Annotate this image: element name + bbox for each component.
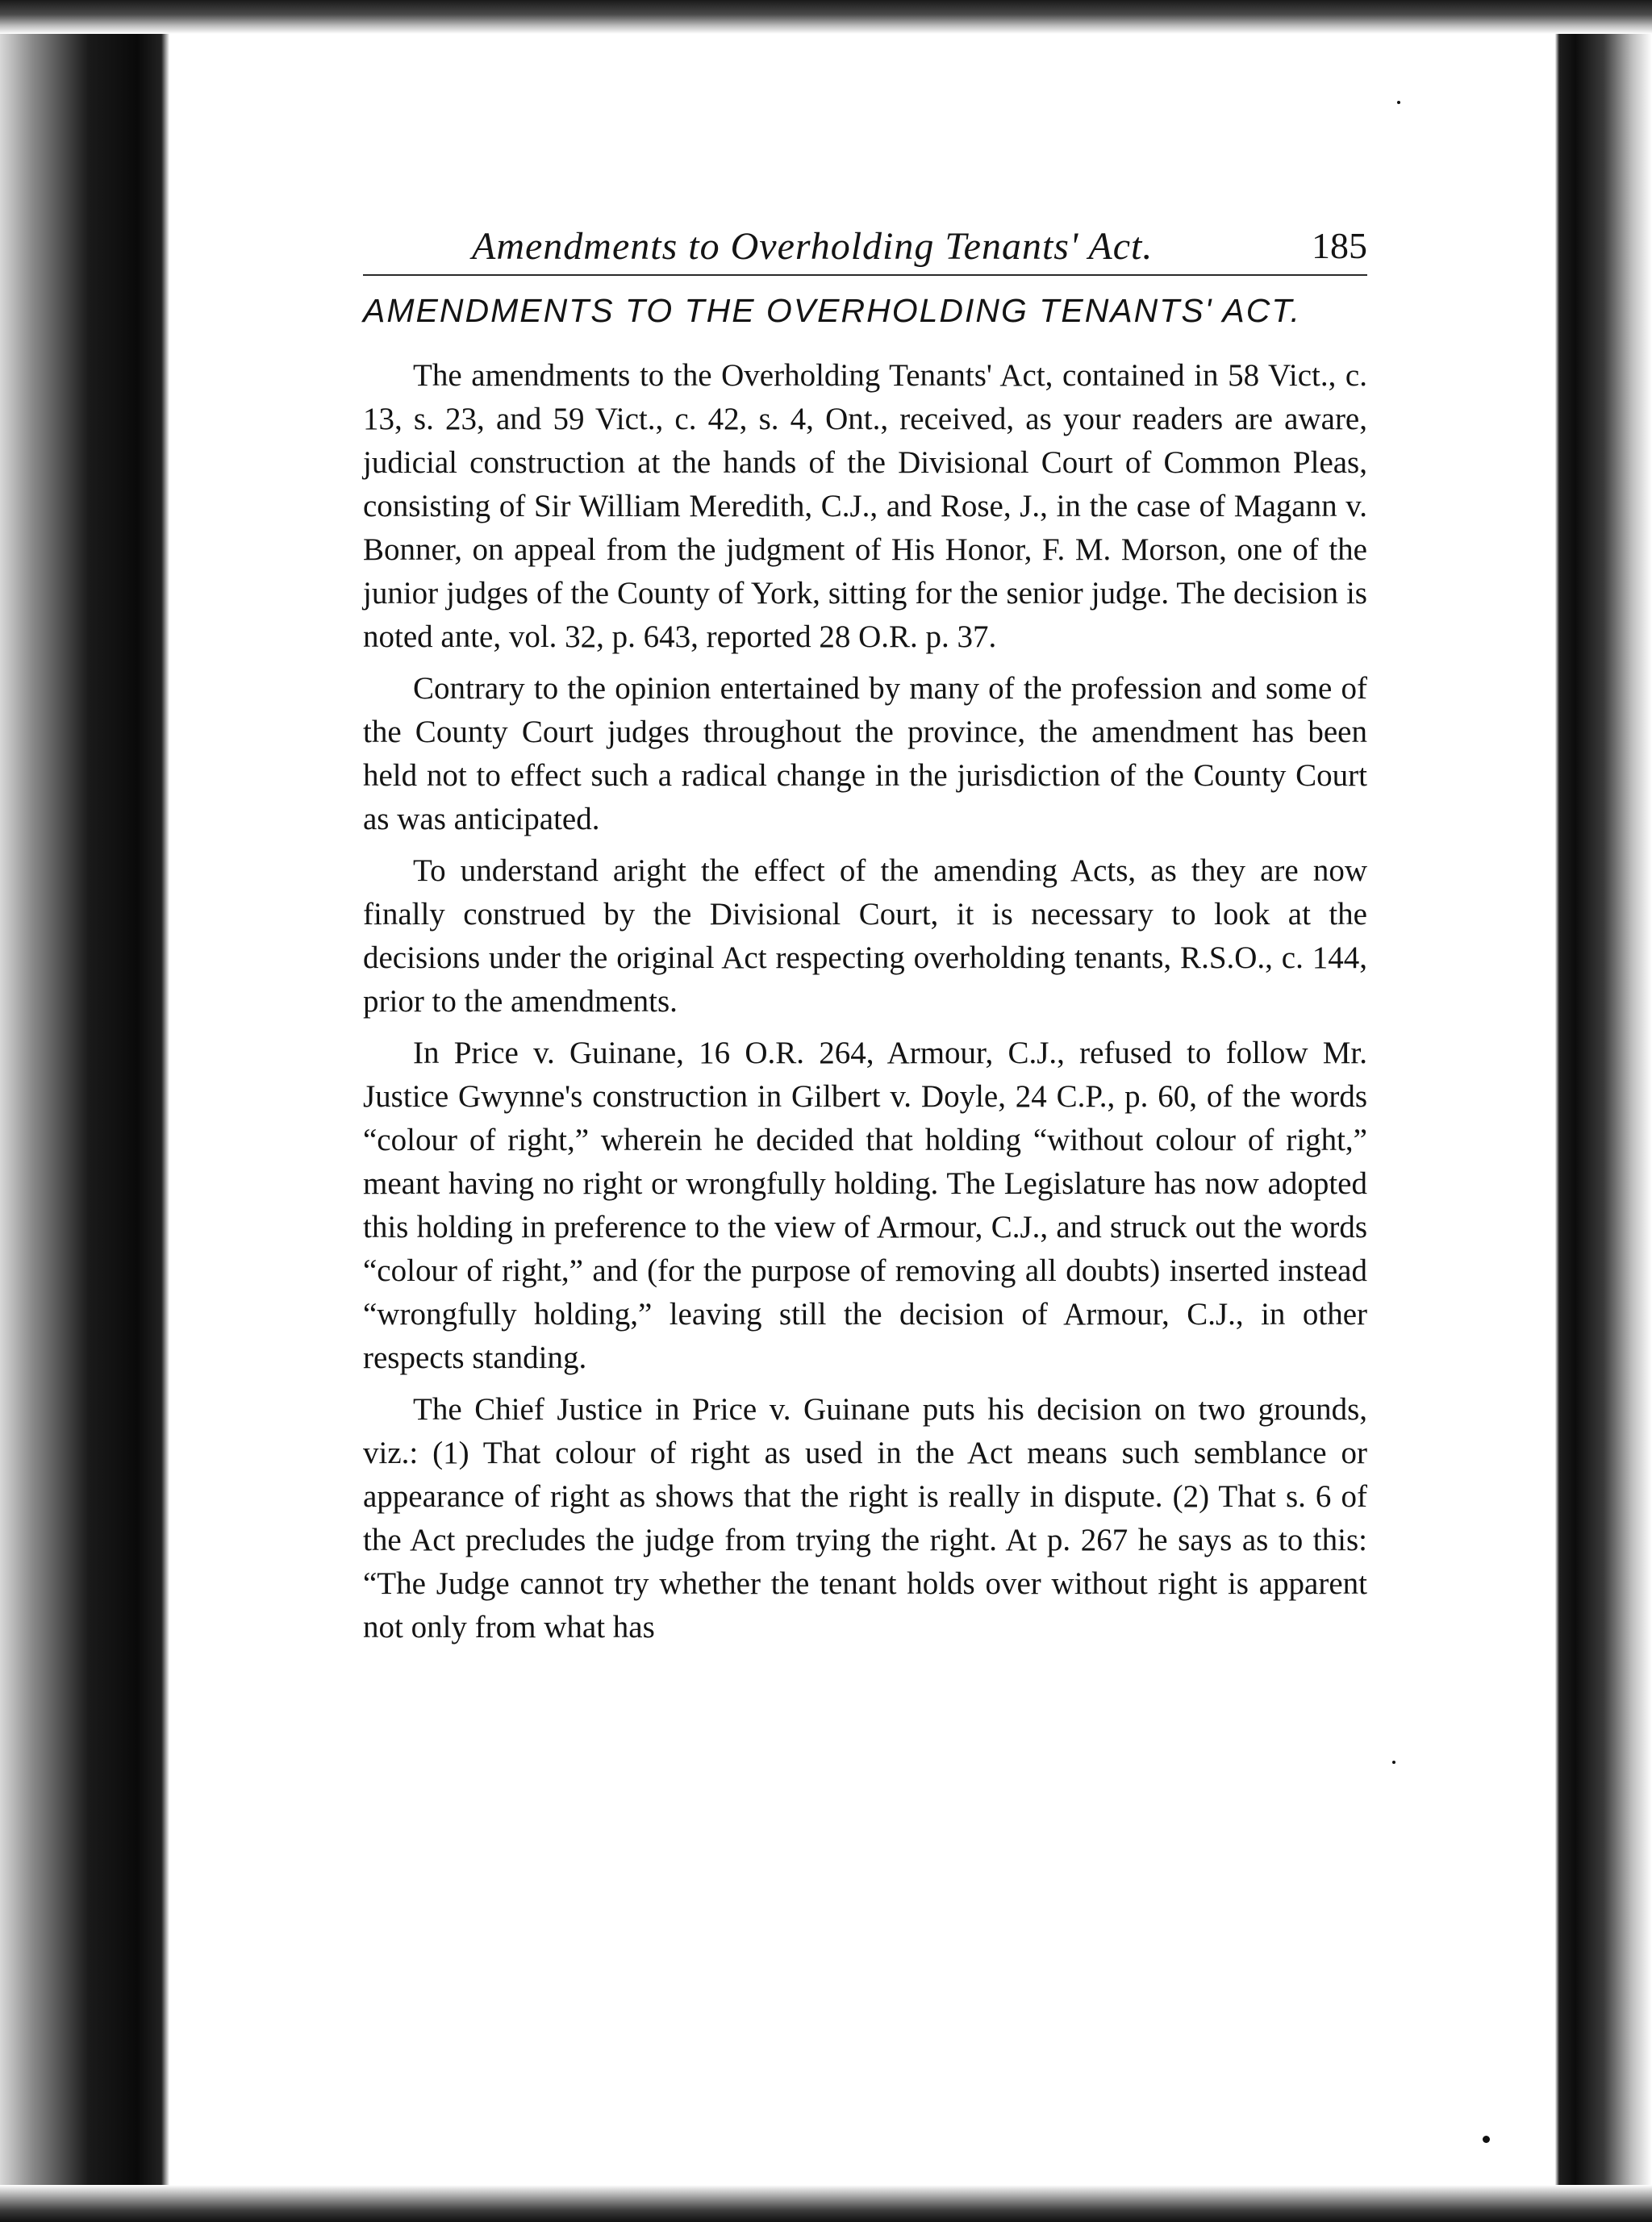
- book-binding-shadow: [0, 0, 169, 2222]
- paragraph: In Price v. Guinane, 16 O.R. 264, Armour, C.J., refused to follow Mr. Justice Gwynne's construction in Gilbert v. Doyle, 24 C.P., p. 60, of the words “colour of right,” wherein he decided that holding “without colour of right,” meant having no right or wrongfully holding. The Legislature has now adopted this holding in preference to the view of Armour, C.J., and struck out the words “colour of right,” and (for the purpose of removing all doubts) inserted instead “wrongfully holding,” leaving still the decision of Armour, C.J., in other respects standing.: [363, 1036, 1367, 1375]
- scan-speck: [1392, 1761, 1395, 1764]
- page-number: 185: [1312, 225, 1367, 266]
- article-body: [363, 354, 1367, 1649]
- scan-speck: [1483, 2136, 1490, 2143]
- page-content: [363, 218, 1367, 1657]
- paragraph: Contrary to the opinion entertained by many of the profession and some of the County Court judges throughout the province, the amendment has been held not to effect such a radical change in the jurisdiction of the County Court as was anticipated.: [363, 671, 1367, 836]
- paragraph: The Chief Justice in Price v. Guinane puts his decision on two grounds, viz.: (1) That colour of right as used in the Act means such semblance or appearance of right as shows that the right is really in dispute. (2) That s. 6 of the Act precludes the judge from trying the right. At p. 267 he says as to this: “The Judge cannot try whether the tenant holds over without right is apparent not only from what has: [363, 1392, 1367, 1645]
- page-edge-shadow-bottom: [0, 2185, 1652, 2222]
- page-edge-shadow-right: [1555, 0, 1652, 2222]
- scan-speck: [1397, 101, 1400, 104]
- paragraph: The amendments to the Overholding Tenants' Act, contained in 58 Vict., c. 13, s. 23, and 59 Vict., c. 42, s. 4, Ont., received, as your readers are aware, judicial construction at the hands of the Divisional Court of Common Pleas, consisting of Sir William Meredith, C.J., and Rose, J., in the case of Magann v. Bonner, on appeal from the judgment of His Honor, F. M. Morson, one of the junior judges of the County of York, sitting for the senior judge. The decision is noted ante, vol. 32, p. 643, reported 28 O.R. p. 37.: [363, 358, 1367, 654]
- article-title: AMENDMENTS TO THE OVERHOLDING TENANTS' ACT.: [363, 292, 1301, 329]
- page-edge-shadow-top: [0, 0, 1652, 34]
- running-head: [363, 218, 1367, 276]
- paragraph: To understand aright the effect of the amending Acts, as they are now finally construed by the Divisional Court, it is necessary to look at the decisions under the original Act respecting overholding tenants, R.S.O., c. 144, prior to the amendments.: [363, 853, 1367, 1019]
- running-title: Amendments to Overholding Tenants' Act.: [472, 225, 1153, 268]
